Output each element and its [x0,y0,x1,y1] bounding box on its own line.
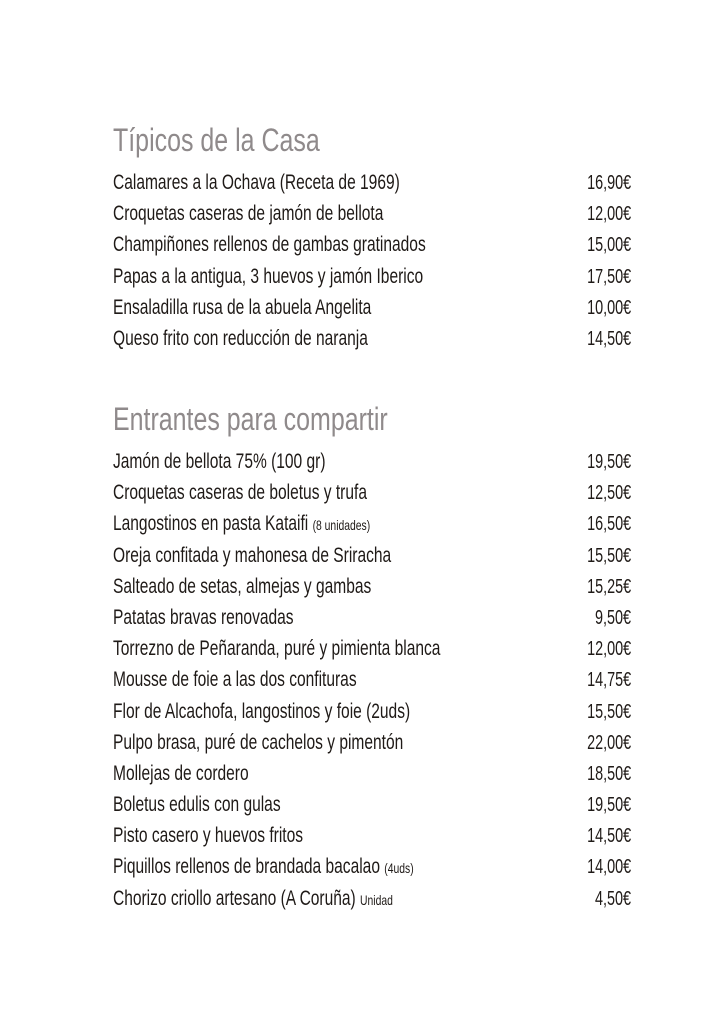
item-price: 12,00€ [586,203,631,226]
item-price: 14,50€ [586,825,631,848]
item-price: 12,50€ [586,482,631,505]
item-name: Salteado de setas, almejas y gambas [113,574,372,598]
menu-list [113,450,631,918]
item-name: Boletus edulis con gulas [113,793,281,817]
menu-item [113,450,631,481]
menu-item [113,855,631,886]
item-note: Unidad [360,891,393,908]
item-name: Mousse de foie a las dos confituras [113,668,357,692]
item-name: Torrezno de Peñaranda, puré y pimienta blanca [113,637,441,661]
item-price: 15,00€ [586,234,631,257]
item-name: Croquetas caseras de jamón de bellota [113,202,384,226]
item-price: 15,25€ [586,575,631,598]
item-name: Calamares a la Ochava (Receta de 1969) [113,171,400,194]
menu-item [113,233,631,264]
item-note: (4uds) [384,860,414,877]
item-name: Papas a la antigua, 3 huevos y jamón Iberico [113,264,424,288]
item-price: 10,00€ [586,296,631,319]
item-price: 16,50€ [586,513,631,536]
item-name: Patatas bravas renovadas [113,605,294,629]
menu-item [113,327,631,358]
item-price: 15,50€ [586,544,631,567]
section-tipicos [113,121,631,358]
menu-item [113,637,631,668]
menu-item [113,762,631,793]
menu-item [113,265,631,296]
menu-item [113,575,631,606]
item-price: 17,50€ [586,265,631,288]
menu-item [113,824,631,855]
menu-item [113,700,631,731]
menu-item [113,481,631,512]
menu-item [113,731,631,762]
section-title: Entrantes para compartir [113,401,388,437]
item-name: Piquillos rellenos de brandada bacalao (4uds) [113,855,414,879]
menu-item [113,887,631,918]
item-name: Pulpo brasa, puré de cachelos y pimentón [113,730,404,754]
section-entrantes [113,400,631,918]
item-price: 9,50€ [594,606,631,629]
menu-item [113,544,631,575]
menu-item [113,512,631,543]
menu-item [113,668,631,699]
item-name: Oreja confitada y mahonesa de Sriracha [113,543,392,567]
item-name: Pisto casero y huevos fritos [113,824,304,848]
menu-item [113,296,631,327]
menu-list [113,171,631,358]
menu-item [113,606,631,637]
item-price: 19,50€ [586,451,631,473]
item-name: Langostinos en pasta Kataifi (8 unidades) [113,512,371,536]
item-name: Ensaladilla rusa de la abuela Angelita [113,295,372,319]
menu-item [113,793,631,824]
item-price: 15,50€ [586,700,631,723]
item-price: 18,50€ [586,762,631,785]
item-name: Jamón de bellota 75% (100 gr) [113,450,326,473]
item-price: 14,75€ [586,669,631,692]
item-name: Queso frito con reducción de naranja [113,326,368,350]
item-name: Flor de Alcachofa, langostinos y foie (2uds) [113,699,411,723]
section-title: Típicos de la Casa [113,122,320,158]
item-price: 22,00€ [586,731,631,754]
item-name: Chorizo criollo artesano (A Coruña) Unidad [113,886,393,910]
item-price: 14,00€ [586,856,631,879]
item-note: (8 unidades) [312,517,371,534]
menu-item [113,171,631,202]
item-price: 14,50€ [586,327,631,350]
item-price: 19,50€ [586,794,631,817]
item-price: 4,50€ [594,887,631,910]
item-name: Champiñones rellenos de gambas gratinados [113,233,426,257]
item-name: Croquetas caseras de boletus y trufa [113,481,367,505]
item-price: 16,90€ [586,172,631,194]
item-price: 12,00€ [586,638,631,661]
menu-item [113,202,631,233]
item-name: Mollejas de cordero [113,761,249,785]
